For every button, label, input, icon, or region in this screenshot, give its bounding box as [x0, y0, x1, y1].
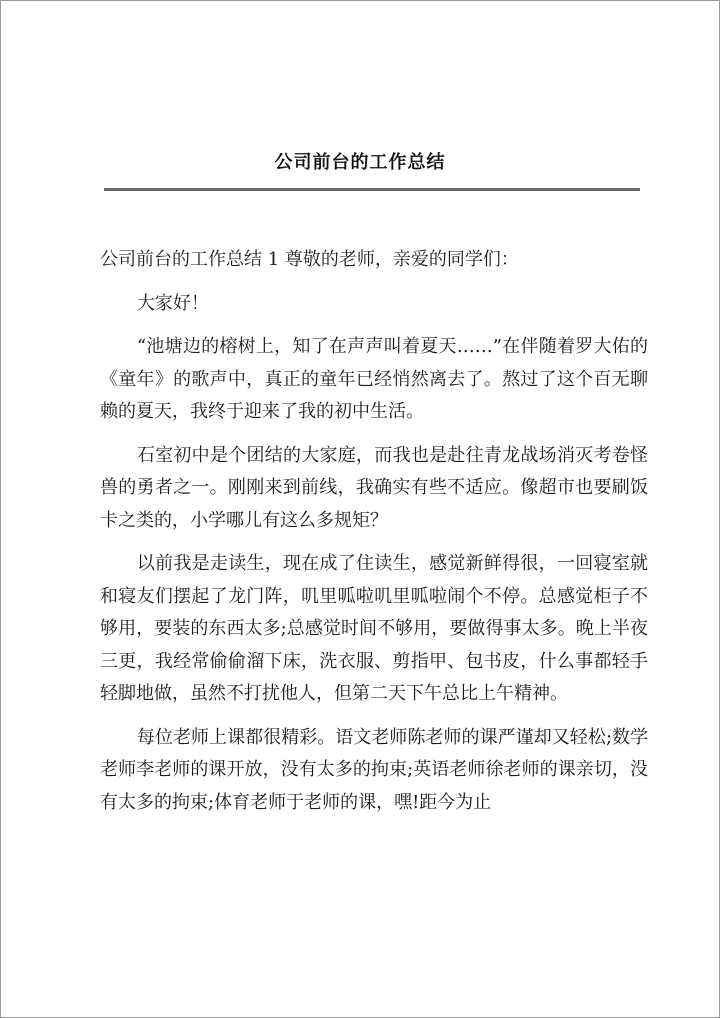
- paragraph-dorm-life: 以前我是走读生，现在成了住读生，感觉新鲜得很，一回寝室就和寝友们摆起了龙门阵，叽里呱啦叽里呱啦闹个不停。总感觉柜子不够用，要装的东西太多;总感觉时间不够用，要做得事太多。晚上半夜三更，我经常偷偷溜下床，洗衣服、剪指甲、包书皮，什么事都轻手轻脚地做，虽然不打扰他人，但第二天下午总比上午精神。: [100, 553, 648, 704]
- paragraph-hello: 大家好！: [136, 292, 209, 314]
- paragraph-teachers: 每位老师上课都很精彩。语文老师陈老师的课严谨却又轻松;数学老师李老师的课开放，没有太多的拘束;英语老师徐老师的课亲切，没有太多的拘束;体育老师于老师的课，嘿!距今为止: [100, 726, 648, 813]
- paragraph-greeting: 公司前台的工作总结 1 尊敬的老师，亲爱的同学们：: [100, 249, 519, 270]
- document-body: [100, 244, 648, 830]
- document-title: 公司前台的工作总结: [274, 152, 446, 173]
- paragraph-childhood: “池塘边的榕树上，知了在声声叫着夏天……”在伴随着罗大佑的《童年》的歌声中，真正的童年已经悄然离去了。熬过了这个百无聊赖的夏天，我终于迎来了我的初中生活。: [100, 336, 648, 422]
- paragraph-school: 石室初中是个团结的大家庭，而我也是赴往青龙战场消灭考卷怪兽的勇者之一。刚刚来到前线，我确实有些不适应。像超市也要刷饭卡之类的，小学哪儿有这么多规矩？: [100, 444, 648, 531]
- title-divider: [104, 188, 640, 191]
